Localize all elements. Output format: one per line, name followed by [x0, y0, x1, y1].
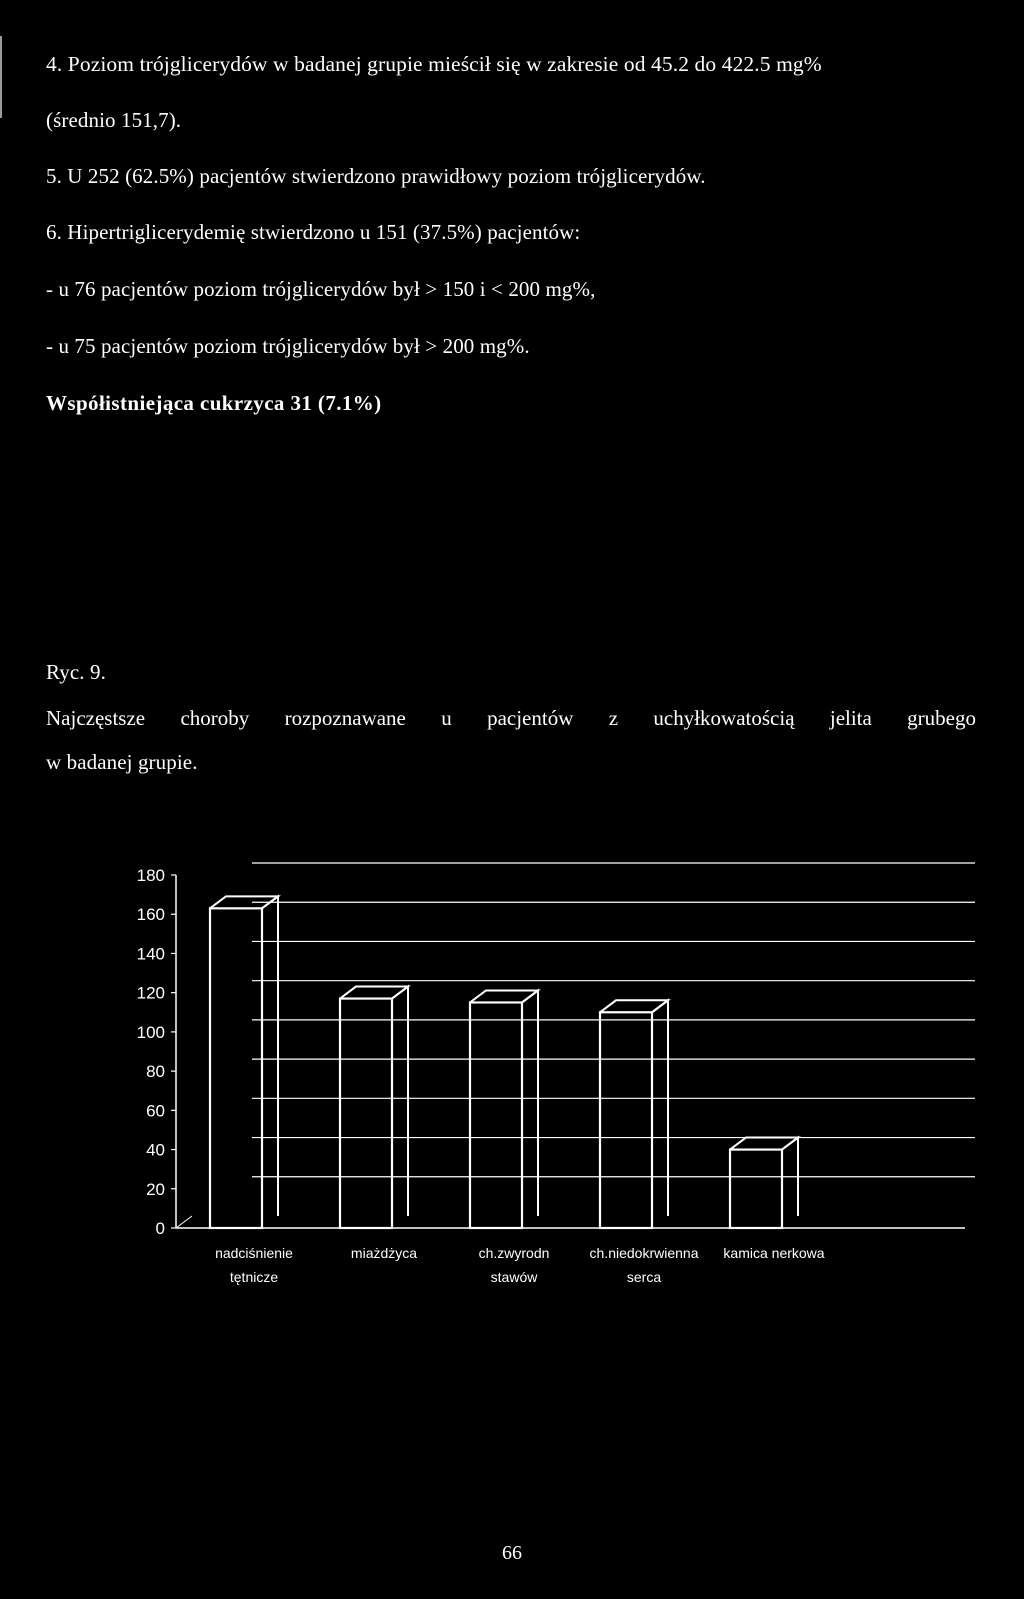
- category-label: serca: [626, 1269, 662, 1285]
- category-label: tętnicze: [229, 1269, 279, 1285]
- figure-caption-cont: w badanej grupie.: [46, 750, 198, 774]
- floor-edge: [176, 1216, 192, 1228]
- bar-side: [392, 987, 408, 1216]
- bar: [340, 999, 392, 1228]
- list-item-75: - u 75 pacjentów poziom trójglicerydów był > 200 mg%.: [46, 334, 530, 358]
- margin-bar: [0, 36, 2, 118]
- y-tick-label: 160: [136, 905, 165, 925]
- bar: [600, 1012, 652, 1228]
- category-label: ch.niedokrwienna: [589, 1245, 699, 1261]
- paragraph-item-5: 5. U 252 (62.5%) pacjentów stwierdzono prawidłowy poziom trójglicerydów.: [46, 164, 706, 188]
- paragraph-item-4-cont: (średnio 151,7).: [46, 108, 182, 132]
- figure-label: Ryc. 9.: [46, 660, 106, 684]
- y-tick-label: 0: [155, 1219, 165, 1238]
- category-label: miażdżyca: [350, 1245, 418, 1261]
- y-tick-label: 80: [146, 1062, 165, 1082]
- paragraph-item-4: 4. Poziom trójglicerydów w badanej grupie mieścił się w zakresie od 45.2 do 422.5 mg%: [46, 52, 822, 76]
- y-tick-label: 180: [136, 866, 165, 885]
- bar-top: [340, 987, 408, 999]
- bar-top: [470, 990, 538, 1002]
- bar-top: [600, 1000, 668, 1012]
- y-tick-label: 120: [136, 983, 165, 1003]
- category-label: stawów: [490, 1269, 538, 1285]
- bar-side: [262, 896, 278, 1216]
- bar: [210, 908, 262, 1228]
- y-tick-label: 40: [146, 1140, 165, 1160]
- bar-top: [730, 1138, 798, 1150]
- category-label: ch.zwyrodn: [478, 1245, 550, 1261]
- paragraph-item-6: 6. Hipertriglicerydemię stwierdzono u 151 (37.5%) pacjentów:: [46, 220, 581, 244]
- bar-side: [522, 990, 538, 1216]
- bar-chart-svg: [0, 860, 1024, 1320]
- category-label: kamica nerkowa: [723, 1245, 825, 1261]
- list-item-76: - u 76 pacjentów poziom trójglicerydów był > 150 i < 200 mg%,: [46, 277, 596, 301]
- diabetes-line: Współistniejąca cukrzyca 31 (7.1%): [46, 391, 382, 415]
- y-tick-label: 140: [136, 944, 165, 964]
- y-tick-label: 100: [136, 1022, 165, 1042]
- bar-side: [652, 1000, 668, 1216]
- y-tick-label: 60: [146, 1101, 165, 1121]
- bar: [730, 1150, 782, 1228]
- y-tick-label: 20: [146, 1179, 165, 1199]
- figure-caption-text: Najczęstsze choroby rozpoznawane u pacjentów z uchyłkowatością jelita grubego: [46, 706, 976, 730]
- page-number: 66: [502, 1542, 522, 1564]
- bar-chart: [0, 860, 1024, 1320]
- bar: [470, 1002, 522, 1228]
- figure-caption: [46, 706, 976, 731]
- category-label: nadciśnienie: [215, 1245, 293, 1261]
